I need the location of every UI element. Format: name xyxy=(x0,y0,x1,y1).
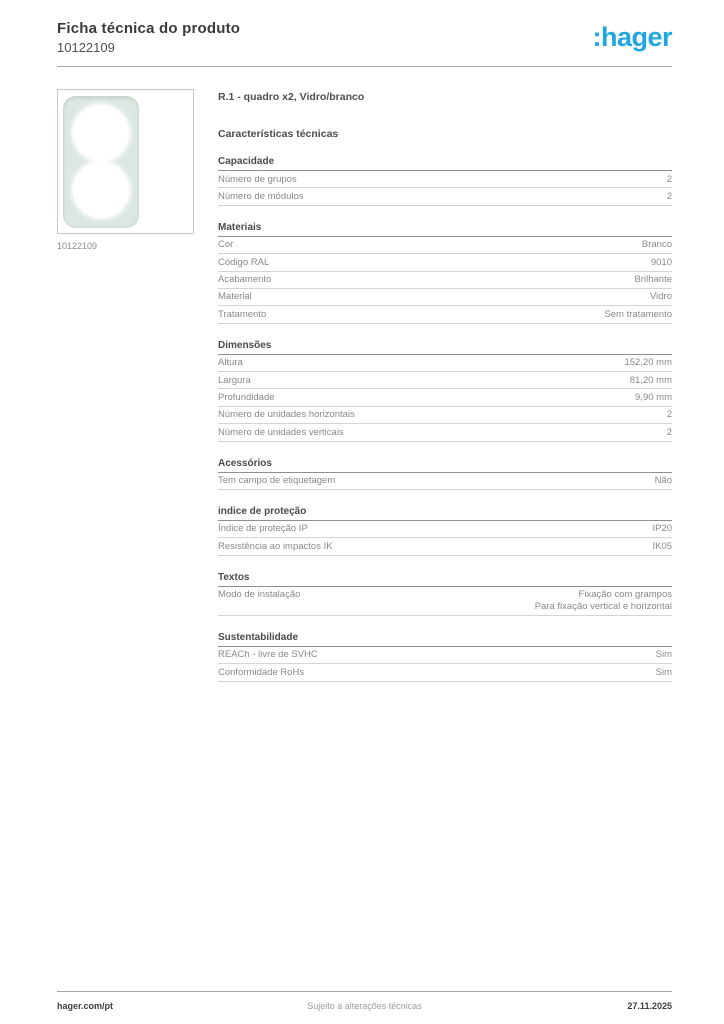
spec-table-row xyxy=(218,306,672,323)
spec-section xyxy=(218,156,672,206)
details-column xyxy=(218,89,672,682)
spec-table-row xyxy=(218,188,672,205)
spec-value: 2 xyxy=(666,426,672,438)
header-title-block xyxy=(57,16,240,55)
spec-label: Resistência ao impactos IK xyxy=(218,540,333,552)
footer-disclaimer: Sujeito a alterações técnicas xyxy=(307,1001,422,1011)
spec-label: Altura xyxy=(218,357,243,369)
spec-table-row xyxy=(218,171,672,188)
spec-label: Largura xyxy=(218,374,251,386)
spec-value: Vidro xyxy=(649,291,672,303)
spec-label: Profundidade xyxy=(218,391,275,403)
spec-value: 2 xyxy=(666,173,672,185)
spec-label: Código RAL xyxy=(218,256,270,268)
spec-section xyxy=(218,506,672,556)
spec-table-row xyxy=(218,664,672,681)
spec-value: IK05 xyxy=(652,540,672,552)
spec-value: Sem tratamento xyxy=(604,308,672,320)
spec-label: Índice de proteção IP xyxy=(218,523,308,535)
spec-label: Material xyxy=(218,291,252,303)
spec-table-row xyxy=(218,272,672,289)
spec-value: 152,20 mm xyxy=(624,357,672,369)
spec-table-row xyxy=(218,254,672,271)
spec-value: Sim xyxy=(655,649,672,661)
spec-section xyxy=(218,222,672,324)
spec-table-row xyxy=(218,521,672,538)
spec-value: IP20 xyxy=(652,523,672,535)
product-plate-illustration xyxy=(63,96,139,228)
spec-value: Brilhante xyxy=(634,274,672,285)
spec-sections xyxy=(218,156,672,682)
spec-label: Número de grupos xyxy=(218,173,297,185)
product-image-column xyxy=(57,89,194,682)
product-name: R.1 - quadro x2, Vidro/branco xyxy=(218,91,365,103)
spec-table-row xyxy=(218,355,672,372)
spec-value: 9,90 mm xyxy=(635,391,672,403)
spec-table-row xyxy=(218,289,672,306)
section-title: Materiais xyxy=(218,222,672,237)
spec-section xyxy=(218,340,672,442)
product-image xyxy=(57,89,194,234)
spec-label: Número de unidades horizontais xyxy=(218,409,355,421)
spec-section xyxy=(218,458,672,490)
spec-label: Modo de instalação xyxy=(218,589,301,601)
section-title: indice de proteção xyxy=(218,506,672,521)
spec-section xyxy=(218,632,672,682)
spec-table-row xyxy=(218,424,672,441)
spec-table-row xyxy=(218,647,672,664)
spec-value: 81,20 mm xyxy=(629,374,672,386)
spec-value: 9010 xyxy=(650,256,672,268)
spec-table-row xyxy=(218,473,672,490)
spec-section xyxy=(218,572,672,616)
page-title: Ficha técnica do produto xyxy=(57,20,241,37)
footer-website-link[interactable]: hager.com/pt xyxy=(57,1001,114,1011)
plate-hole-top xyxy=(73,105,129,161)
spec-label: Tem campo de etiquetagem xyxy=(218,475,336,486)
spec-label: Número de módulos xyxy=(218,190,304,202)
spec-value: Não xyxy=(654,475,672,486)
spec-label: Tratamento xyxy=(218,308,267,320)
spec-table-row xyxy=(218,389,672,406)
section-title: Capacidade xyxy=(218,156,672,171)
spec-label: Conformidade RoHs xyxy=(218,666,305,678)
characteristics-heading: Características técnicas xyxy=(218,128,339,140)
product-reference: 10122109 xyxy=(57,40,115,55)
spec-label: Acabamento xyxy=(218,274,272,285)
spec-label: Cor xyxy=(218,239,234,251)
spec-value: 2 xyxy=(666,409,672,421)
spec-value: 2 xyxy=(666,190,672,202)
page-footer xyxy=(57,991,672,1011)
spec-label: Número de unidades verticais xyxy=(218,426,344,438)
plate-hole-bottom xyxy=(73,162,129,218)
spec-table-row xyxy=(218,407,672,424)
section-title: Sustentabilidade xyxy=(218,632,672,647)
spec-value: Fixação com grampos Para fixação vertical e horizontal xyxy=(534,589,672,612)
section-title: Dimensões xyxy=(218,340,672,355)
spec-table-row xyxy=(218,538,672,555)
page-header xyxy=(57,16,672,55)
spec-table-row xyxy=(218,587,672,616)
header-divider xyxy=(57,66,672,67)
section-title: Textos xyxy=(218,572,672,587)
section-title: Acessórios xyxy=(218,458,672,473)
spec-value: Branco xyxy=(641,239,672,251)
spec-value: Sim xyxy=(655,666,672,678)
image-caption: 10122109 xyxy=(57,241,98,251)
spec-label: REACh - livre de SVHC xyxy=(218,649,318,661)
footer-date: 27.11.2025 xyxy=(627,1001,672,1011)
hager-logo: :hager xyxy=(592,22,672,52)
main-content xyxy=(57,89,672,682)
spec-table-row xyxy=(218,237,672,254)
spec-table-row xyxy=(218,372,672,389)
